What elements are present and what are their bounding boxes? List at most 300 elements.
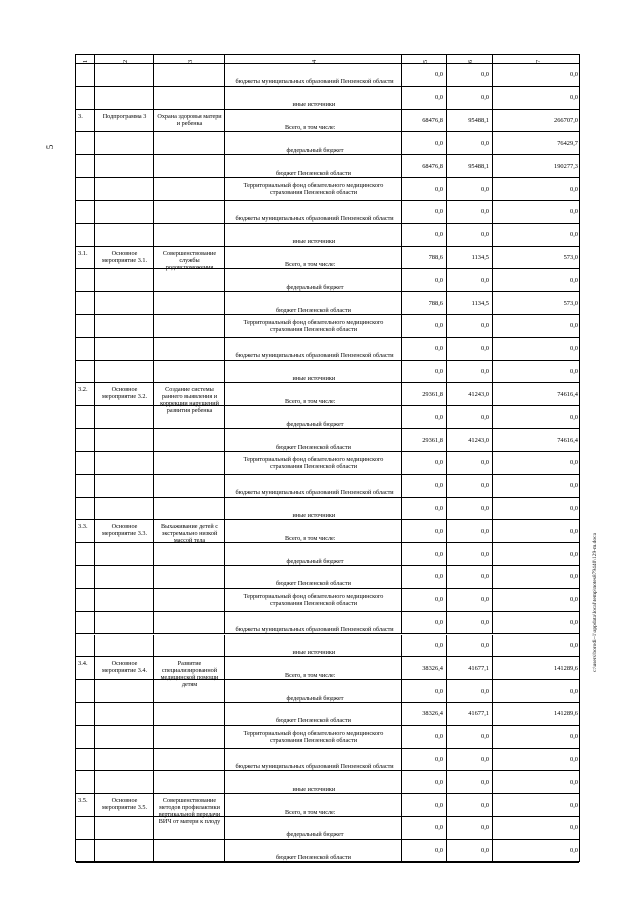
amount-value: 68476,8 — [422, 117, 443, 125]
amount-value: 95488,1 — [468, 162, 489, 170]
amount-value: 0,0 — [435, 573, 443, 581]
cell-v6 — [446, 338, 492, 360]
cell-src — [224, 635, 401, 657]
cell-v6 — [446, 498, 492, 520]
funding-source: федеральный бюджет — [286, 283, 344, 291]
activity-description: Выхаживание детей с экстремально низкой массой тела — [160, 523, 219, 545]
cell-v6 — [446, 315, 492, 337]
cell-name — [94, 361, 153, 383]
table-row — [76, 749, 579, 772]
amount-value: 0,0 — [435, 482, 443, 490]
amount-value: 0,0 — [570, 550, 578, 558]
funding-source: бюджеты муниципальных образований Пензенской области — [235, 78, 394, 86]
cell-src — [224, 383, 401, 405]
cell-no — [76, 680, 94, 702]
cell-src — [224, 87, 401, 109]
cell-v7 — [492, 589, 581, 611]
amount-value: 0,0 — [481, 847, 489, 855]
cell-desc — [153, 680, 224, 702]
cell-desc — [153, 269, 224, 291]
cell-v7 — [492, 520, 581, 542]
amount-value: 266707,0 — [554, 117, 578, 125]
funding-source: Территориальный фонд обязательного медицинского страхования Пензенской области — [243, 729, 384, 744]
amount-value: 0,0 — [435, 185, 443, 193]
cell-name — [94, 680, 153, 702]
cell-src — [224, 749, 401, 771]
cell-no — [76, 383, 94, 405]
cell-desc — [153, 703, 224, 725]
activity-description: Охрана здоровья матери и ребенка — [157, 112, 222, 127]
cell-name — [94, 475, 153, 497]
header-number: 2 — [121, 59, 129, 63]
amount-value: 0,0 — [570, 185, 578, 193]
cell-desc — [153, 452, 224, 474]
amount-value: 0,0 — [435, 94, 443, 102]
funding-source: Территориальный фонд обязательного медицинского страхования Пензенской области — [243, 592, 384, 607]
cell-src — [224, 315, 401, 337]
cell-name — [94, 726, 153, 748]
table-row — [76, 383, 579, 415]
table-row — [76, 361, 579, 384]
cell-v5 — [401, 406, 446, 428]
row-number: 3.4. — [78, 660, 88, 668]
cell-no — [76, 429, 94, 451]
cell-v7 — [492, 269, 581, 291]
amount-value: 0,0 — [570, 756, 578, 763]
cell-v6 — [446, 406, 492, 428]
amount-value: 0,0 — [435, 231, 443, 239]
cell-v7 — [492, 817, 581, 839]
amount-value: 0,0 — [481, 94, 489, 102]
funding-source: федеральный бюджет — [286, 420, 344, 428]
cell-v7 — [492, 110, 581, 132]
funding-source: федеральный бюджет — [286, 146, 344, 154]
cell-v6 — [446, 543, 492, 565]
cell-desc — [153, 566, 224, 588]
amount-value: 788,6 — [428, 299, 443, 307]
cell-v6 — [446, 247, 492, 269]
cell-desc — [153, 794, 224, 826]
cell-v5 — [401, 520, 446, 542]
page-number: 5 — [45, 144, 55, 150]
amount-value: 0,0 — [481, 322, 489, 330]
cell-desc — [153, 840, 224, 862]
amount-value: 0,0 — [481, 756, 489, 763]
cell-no — [76, 589, 94, 611]
cell-name — [94, 201, 153, 223]
cell-v7 — [492, 361, 581, 383]
header-number: 5 — [421, 59, 429, 63]
amount-value: 0,0 — [435, 527, 443, 535]
table-header-row — [76, 55, 579, 64]
amount-value: 0,0 — [435, 368, 443, 376]
cell-no — [76, 520, 94, 542]
amount-value: 0,0 — [570, 801, 578, 809]
amount-value: 788,6 — [428, 253, 443, 261]
table-row — [76, 132, 579, 155]
amount-value: 0,0 — [481, 71, 489, 79]
funding-source: Территориальный фонд обязательного медицинского страхования Пензенской области — [243, 319, 384, 334]
activity-name: Основное мероприятие 3.5. — [101, 797, 147, 812]
cell-no — [76, 657, 94, 679]
row-number: 3.1. — [78, 249, 88, 257]
cell-v6 — [446, 817, 492, 839]
table-row — [76, 269, 579, 292]
cell-v6 — [446, 383, 492, 405]
cell-v6 — [446, 292, 492, 314]
cell-src — [224, 338, 401, 360]
cell-v6 — [446, 794, 492, 816]
cell-src — [224, 726, 401, 748]
amount-value: 0,0 — [435, 71, 443, 79]
activity-name: Основное мероприятие 3.2. — [101, 386, 147, 401]
cell-no — [76, 132, 94, 154]
table-row — [76, 589, 579, 612]
cell-v6 — [446, 132, 492, 154]
header-cell-3 — [153, 55, 224, 63]
table-row — [76, 520, 579, 543]
amount-value: 0,0 — [570, 208, 578, 216]
cell-name — [94, 406, 153, 428]
cell-v7 — [492, 452, 581, 474]
funding-source: иные источники — [292, 511, 336, 519]
cell-v6 — [446, 612, 492, 634]
cell-v5 — [401, 338, 446, 360]
table-row — [76, 680, 579, 703]
funding-source: Всего, в том числе: — [285, 124, 336, 132]
funding-source: бюджет Пензенской области — [276, 717, 351, 725]
cell-desc — [153, 406, 224, 428]
cell-v7 — [492, 543, 581, 565]
amount-value: 0,0 — [481, 139, 489, 147]
amount-value: 0,0 — [481, 641, 489, 649]
header-cell-2 — [94, 55, 153, 63]
table-row — [76, 292, 579, 315]
cell-src — [224, 520, 401, 542]
cell-src — [224, 452, 401, 474]
cell-no — [76, 703, 94, 725]
activity-description: Развитие специализированной медицинской помощи детям — [160, 660, 219, 689]
amount-value: 0,0 — [435, 801, 443, 809]
amount-value: 0,0 — [481, 596, 489, 604]
cell-v5 — [401, 726, 446, 748]
cell-v5 — [401, 132, 446, 154]
cell-v5 — [401, 817, 446, 839]
cell-v5 — [401, 612, 446, 634]
cell-v6 — [446, 749, 492, 771]
amount-value: 0,0 — [481, 482, 489, 490]
cell-no — [76, 361, 94, 383]
funding-source: Всего, в том числе: — [285, 671, 336, 679]
table-row — [76, 429, 579, 452]
table-row — [76, 840, 579, 863]
amount-value: 0,0 — [435, 778, 443, 786]
cell-src — [224, 566, 401, 588]
amount-value: 0,0 — [435, 733, 443, 741]
cell-v5 — [401, 703, 446, 725]
cell-v6 — [446, 635, 492, 657]
amount-value: 0,0 — [435, 824, 443, 832]
cell-src — [224, 589, 401, 611]
amount-value: 0,0 — [481, 619, 489, 627]
row-number: 3.3. — [78, 523, 88, 531]
amount-value: 29361,8 — [422, 390, 443, 398]
funding-source: бюджет Пензенской области — [276, 306, 351, 314]
amount-value: 0,0 — [435, 208, 443, 216]
amount-value: 0,0 — [570, 687, 578, 695]
cell-v6 — [446, 840, 492, 862]
cell-v5 — [401, 452, 446, 474]
amount-value: 0,0 — [435, 756, 443, 763]
cell-no — [76, 87, 94, 109]
amount-value: 0,0 — [570, 778, 578, 786]
funding-source: Территориальный фонд обязательного медицинского страхования Пензенской области — [243, 455, 384, 470]
cell-no — [76, 543, 94, 565]
cell-v6 — [446, 178, 492, 200]
cell-desc — [153, 315, 224, 337]
activity-name: Основное мероприятие 3.3. — [101, 523, 147, 538]
cell-name — [94, 155, 153, 177]
cell-no — [76, 406, 94, 428]
cell-desc — [153, 726, 224, 748]
header-cell-6 — [446, 55, 492, 63]
amount-value: 141289,6 — [554, 664, 578, 672]
amount-value: 0,0 — [570, 847, 578, 855]
amount-value: 74616,4 — [557, 390, 578, 398]
cell-v5 — [401, 566, 446, 588]
table-row — [76, 247, 579, 270]
cell-v7 — [492, 726, 581, 748]
funding-source: федеральный бюджет — [286, 831, 344, 839]
amount-value: 0,0 — [481, 459, 489, 467]
cell-v6 — [446, 361, 492, 383]
cell-src — [224, 498, 401, 520]
cell-v7 — [492, 635, 581, 657]
table-row — [76, 178, 579, 201]
cell-v5 — [401, 155, 446, 177]
cell-v6 — [446, 110, 492, 132]
cell-src — [224, 840, 401, 862]
funding-source: иные источники — [292, 648, 336, 656]
cell-no — [76, 178, 94, 200]
cell-desc — [153, 292, 224, 314]
funding-source: бюджет Пензенской области — [276, 580, 351, 588]
cell-name — [94, 132, 153, 154]
cell-desc — [153, 87, 224, 109]
cell-src — [224, 429, 401, 451]
cell-name — [94, 635, 153, 657]
cell-src — [224, 817, 401, 839]
cell-v7 — [492, 338, 581, 360]
amount-value: 0,0 — [435, 596, 443, 604]
cell-desc — [153, 635, 224, 657]
cell-name — [94, 657, 153, 679]
amount-value: 0,0 — [435, 276, 443, 284]
activity-name: Подпрограмма 3 — [102, 112, 147, 120]
cell-name — [94, 292, 153, 314]
table-row — [76, 566, 579, 589]
cell-v5 — [401, 840, 446, 862]
cell-v6 — [446, 520, 492, 542]
cell-name — [94, 338, 153, 360]
amount-value: 0,0 — [570, 94, 578, 102]
amount-value: 29361,8 — [422, 436, 443, 444]
cell-desc — [153, 657, 224, 689]
cell-no — [76, 269, 94, 291]
cell-v6 — [446, 224, 492, 246]
table-row — [76, 87, 579, 110]
cell-src — [224, 201, 401, 223]
amount-value: 0,0 — [481, 231, 489, 239]
cell-v5 — [401, 269, 446, 291]
cell-src — [224, 155, 401, 177]
table-row — [76, 64, 579, 87]
table-row — [76, 794, 579, 826]
cell-name — [94, 589, 153, 611]
cell-src — [224, 794, 401, 816]
amount-value: 41677,1 — [468, 710, 489, 718]
amount-value: 0,0 — [570, 504, 578, 512]
cell-v5 — [401, 292, 446, 314]
row-number: 3.5. — [78, 797, 88, 805]
amount-value: 0,0 — [435, 687, 443, 695]
amount-value: 0,0 — [435, 139, 443, 147]
cell-name — [94, 498, 153, 520]
amount-value: 0,0 — [481, 185, 489, 193]
cell-v5 — [401, 475, 446, 497]
amount-value: 0,0 — [570, 345, 578, 353]
activity-description: Совершенствование службы родовспоможения — [162, 249, 217, 271]
table-row — [76, 498, 579, 521]
amount-value: 0,0 — [570, 231, 578, 239]
amount-value: 0,0 — [570, 459, 578, 467]
cell-v7 — [492, 178, 581, 200]
cell-v7 — [492, 292, 581, 314]
table-row — [76, 338, 579, 361]
cell-desc — [153, 771, 224, 793]
cell-name — [94, 794, 153, 816]
cell-no — [76, 840, 94, 862]
amount-value: 0,0 — [570, 482, 578, 490]
amount-value: 0,0 — [481, 368, 489, 376]
amount-value: 41677,1 — [468, 664, 489, 672]
table-row — [76, 726, 579, 749]
table-row — [76, 657, 579, 689]
cell-name — [94, 703, 153, 725]
cell-desc — [153, 155, 224, 177]
cell-no — [76, 338, 94, 360]
amount-value: 0,0 — [481, 573, 489, 581]
cell-src — [224, 703, 401, 725]
cell-desc — [153, 589, 224, 611]
table-row — [76, 612, 579, 635]
funding-source: бюджет Пензенской области — [276, 443, 351, 451]
amount-value: 0,0 — [435, 459, 443, 467]
cell-src — [224, 406, 401, 428]
amount-value: 0,0 — [570, 276, 578, 284]
cell-v7 — [492, 406, 581, 428]
cell-no — [76, 155, 94, 177]
table-row — [76, 635, 579, 658]
amount-value: 0,0 — [481, 345, 489, 353]
cell-v6 — [446, 771, 492, 793]
cell-no — [76, 292, 94, 314]
cell-no — [76, 794, 94, 816]
amount-value: 0,0 — [481, 687, 489, 695]
amount-value: 0,0 — [481, 527, 489, 535]
cell-no — [76, 771, 94, 793]
cell-desc — [153, 817, 224, 839]
cell-v5 — [401, 64, 446, 86]
cell-v7 — [492, 64, 581, 86]
cell-v7 — [492, 703, 581, 725]
amount-value: 1134,5 — [471, 299, 489, 307]
cell-v7 — [492, 224, 581, 246]
cell-desc — [153, 749, 224, 771]
activity-description: Совершенствование методов профилактики вертикальной передачи ВИЧ от матери к плоду — [158, 797, 221, 826]
cell-desc — [153, 429, 224, 451]
amount-value: 0,0 — [570, 368, 578, 376]
cell-no — [76, 612, 94, 634]
cell-name — [94, 429, 153, 451]
cell-v5 — [401, 749, 446, 771]
cell-v5 — [401, 361, 446, 383]
funding-source: иные источники — [292, 785, 336, 793]
row-number: 3. — [78, 112, 83, 120]
cell-src — [224, 224, 401, 246]
cell-no — [76, 247, 94, 269]
cell-desc — [153, 247, 224, 269]
cell-desc — [153, 132, 224, 154]
table-row — [76, 201, 579, 224]
funding-source: иные источники — [292, 238, 336, 246]
amount-value: 0,0 — [570, 619, 578, 627]
cell-desc — [153, 520, 224, 545]
cell-v6 — [446, 657, 492, 679]
amount-value: 0,0 — [481, 778, 489, 786]
amount-value: 573,0 — [563, 299, 578, 307]
funding-source: Всего, в том числе: — [285, 808, 336, 816]
cell-desc — [153, 543, 224, 565]
header-number: 6 — [467, 59, 474, 63]
amount-value: 0,0 — [435, 322, 443, 330]
header-number: 3 — [186, 59, 194, 63]
cell-v7 — [492, 201, 581, 223]
cell-no — [76, 64, 94, 86]
amount-value: 0,0 — [570, 71, 578, 79]
cell-desc — [153, 201, 224, 223]
cell-src — [224, 771, 401, 793]
cell-v6 — [446, 64, 492, 86]
funding-source: федеральный бюджет — [286, 557, 344, 565]
cell-desc — [153, 178, 224, 200]
cell-v7 — [492, 475, 581, 497]
amount-value: 41243,0 — [468, 436, 489, 444]
cell-v5 — [401, 87, 446, 109]
cell-desc — [153, 475, 224, 497]
budget-table — [75, 54, 580, 862]
amount-value: 0,0 — [435, 641, 443, 649]
header-cell-1 — [76, 55, 94, 63]
cell-v7 — [492, 247, 581, 269]
cell-name — [94, 817, 153, 839]
table-row — [76, 315, 579, 338]
cell-no — [76, 635, 94, 657]
funding-source: Всего, в том числе: — [285, 534, 336, 542]
cell-no — [76, 498, 94, 520]
cell-name — [94, 315, 153, 337]
amount-value: 573,0 — [563, 253, 578, 261]
